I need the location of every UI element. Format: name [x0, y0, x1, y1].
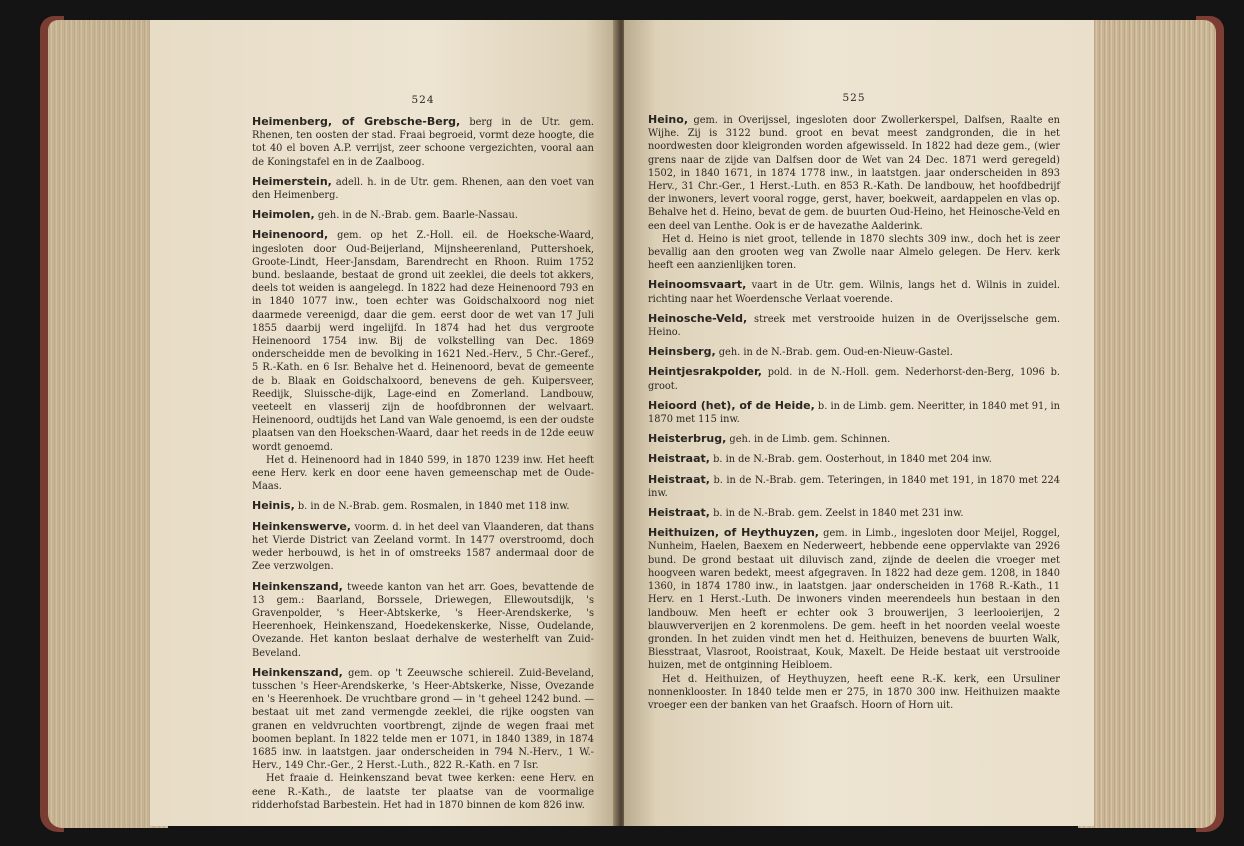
dictionary-entry [648, 526, 1060, 672]
entry-text: gem. in Overijssel, ingesloten door Zwollerkerspel, Dalfsen, Raalte en Wijhe. Zij is 3122 bund. groot en bevat meest zandgronden, die in het noordwesten door kleigronden worden afgewisseld. In 1822 had deze gem., (wier grens naar de zijde van Dalfsen door de Wet van 24 Dec. 1871 werd geregeld) 1502, in 1840 1671, in 1874 1778 inw., in laatstgen. jaar onderscheiden in 893 Herv., 31 Chr.-Ger., 1 Herst.-Luth. en 853 R.-Kath. De landbouw, het hoofdbedrijf der inwoners, levert vooral rogge, gerst, haver, boekweit, aardappelen en vlas op. Behalve het d. Heino, bevat de gem. de buurten Oud-Heino, het Heinosche-Veld en een deel van Lenthe. Ook is er de havezathe Aalderink. [648, 115, 1060, 232]
dictionary-entry [648, 345, 1060, 359]
entry-text: b. in de N.-Brab. gem. Zeelst in 1840 met 231 inw. [709, 508, 964, 520]
entry-list [252, 115, 594, 812]
entry-text: tweede kanton van het arr. Goes, bevattende de 13 gem.: Baarland, Borssele, Driewegen, Ellewoutsdijk, 's Gravenpolder, 's Heer-Abtskerke, 's Heer-Arendskerke, 's Heerenhoek, Heinkenszand, Hoedekenskerke, Nisse, Oudelande, Ovezande. Het kanton beslaat derhalve de westerhelft van Zuid-Beveland. [252, 581, 594, 659]
entry-text: b. in de Limb. gem. Neeritter, in 1840 met 91, in 1870 met 115 inw. [648, 400, 1060, 426]
entry-text: geh. in de Limb. gem. Schinnen. [726, 434, 891, 446]
dictionary-entry [648, 452, 1060, 466]
page-number: 525 [842, 92, 866, 104]
dictionary-entry [252, 580, 594, 660]
entry-headword: Heisterbrug, [648, 432, 727, 446]
entry-paragraph [252, 454, 594, 494]
dictionary-entry [648, 113, 1060, 233]
dictionary-entry [252, 115, 594, 169]
dictionary-entry [252, 175, 594, 202]
entry-headword: Heimenberg, of Grebsche-Berg, [252, 115, 461, 128]
entry-headword: Heimolen, [252, 208, 315, 222]
entry-headword: Heimerstein, [252, 174, 332, 188]
dictionary-entry [252, 499, 594, 513]
entry-text: vaart in de Utr. gem. Wilnis, langs het d. Wilnis in zuidel. richting naar het Woerdensche Verlaat voerende. [648, 280, 1060, 305]
dictionary-entry [648, 278, 1060, 305]
dictionary-entry [252, 520, 594, 574]
entry-headword: Heino, [648, 113, 689, 126]
entry-text: gem. op 't Zeeuwsche schiereil. Zuid-Beveland, tusschen 's Heer-Arendskerke, 's Heer-Abtskerke, Nisse, Ovezande en 's Heerenhoek. De vruchtbare grond — in 't geheel 1242 bund. — bestaat uit met zand vermengde zeeklei, die rijke oogsten van granen en veldvruchten voortbrengt, zijnde de wegen fraai met boomen beplant. In 1822 telde men er 1071, in 1840 1389, in 1874 1685 inw. in laatstgen. jaar onderscheiden in 794 N.-Herv., 1 W.-Herv., 149 Chr.-Ger., 2 Herst.-Luth., 822 R.-Kath. en 7 Isr. [252, 667, 594, 772]
page-edges-right [1078, 20, 1216, 828]
entry-headword: Heistraat, [648, 452, 710, 466]
entry-paragraph [648, 673, 1060, 713]
entry-text: berg in de Utr. gem. Rhenen, ten oosten der stad. Fraai begroeid, vormt deze hoogte, die tot 40 el boven A.P. verrijst, zeer schoone vergezichten, vooral aan de Koningstafel en in de Zaalboog. [252, 117, 594, 168]
page-number: 524 [411, 94, 435, 106]
entry-headword: Heinoomsvaart, [648, 278, 747, 292]
entry-text: voorm. d. in het deel van Vlaanderen, dat thans het Vierde District van Zeeland vormt. In 1477 overstroomd, doch weder herbouwd, is het in of omstreeks 1587 andermaal door de Zee verzwolgen. [252, 521, 594, 573]
dictionary-entry [648, 399, 1060, 426]
entry-text: streek met verstrooide huizen in de Overijsselsche gem. Heino. [648, 313, 1060, 339]
entry-headword: Heintjesrakpolder, [648, 365, 762, 379]
entry-text: gem. in Limb., ingesloten door Meijel, Roggel, Nunheim, Haelen, Baexem en Nederweert, hebbende eene oppervlakte van 2926 bund. De grond bestaat uit diluvisch zand, zijnde de deelen die vroeger met hoogveen waren bedekt, meest afgegraven. In 1822 had deze gem. 1208, in 1840 1360, in 1874 1780 inw., in laatstgen. jaar onderscheiden in 1768 R.-Kath., 11 Herv. en 1 Herst.-Luth. De inwoners vinden meerendeels hun bestaan in den landbouw. Men heeft er echter ook 3 brouwerijen, 3 leerlooierijen, 2 blauwververijen en 2 korenmolens. De gem. heeft in het noorden veelal woeste gronden. In het zuiden vindt men het d. Heithuizen, benevens de buurten Walk, Biesstraat, Vlasroot, Rooistraat, Kouk, Maxelt. De Heide bestaat uit verstrooide huizen, met de ontginning Heibloem. [648, 528, 1060, 672]
entry-text: adell. h. in de Utr. gem. Rhenen, aan den voet van den Heimenberg. [252, 176, 594, 202]
dictionary-entry [648, 473, 1060, 500]
entry-text: Het d. Heithuizen, of Heythuyzen, heeft eene R.-K. kerk, een Ursuliner nonnenklooster. In 1840 telde men er 275, in 1870 300 inw. Heithuizen maakte vroeger een der banken van het Graafsch. Hoorn of Horn uit. [648, 673, 1060, 711]
left-page [150, 20, 618, 826]
entry-headword: Heinis, [252, 499, 295, 513]
entry-headword: Heinkenszand, [252, 579, 343, 593]
right-page [624, 20, 1094, 826]
entry-list [648, 113, 1060, 712]
dictionary-entry [252, 208, 594, 222]
entry-text: geh. in de N.-Brab. gem. Oud-en-Nieuw-Gastel. [715, 347, 953, 359]
entry-text: Het d. Heino is niet groot, tellende in 1870 slechts 309 inw., doch het is zeer bevallig aan den grooten weg van Zwolle naar Almelo gelegen. De Herv. kerk heeft een aanzienlijken toren. [648, 233, 1060, 272]
entry-headword: Heioord (het), of de Heide, [648, 398, 815, 412]
entry-text: b. in de N.-Brab. gem. Oosterhout, in 1840 met 204 inw. [709, 454, 992, 466]
dictionary-entry [648, 312, 1060, 339]
entry-headword: Heistraat, [648, 472, 710, 486]
entry-headword: Heinsberg, [648, 345, 716, 359]
entry-text: pold. in de N.-Holl. gem. Nederhorst-den-Berg, 1096 b. groot. [648, 367, 1060, 392]
dictionary-entry [252, 228, 594, 453]
entry-paragraph [648, 233, 1060, 273]
entry-text: Het d. Heinenoord had in 1840 599, in 1870 1239 inw. Het heeft eene Herv. kerk en door eene haven gemeenschap met de Oude-Maas. [252, 454, 594, 493]
entry-headword: Heistraat, [648, 506, 710, 520]
entry-headword: Heithuizen, of Heythuyzen, [648, 526, 819, 540]
dictionary-entry [648, 506, 1060, 520]
entry-headword: Heinkenswerve, [252, 519, 351, 533]
entry-text: geh. in de N.-Brab. gem. Baarle-Nassau. [314, 210, 518, 222]
dictionary-entry [252, 666, 594, 773]
entry-headword: Heinenoord, [252, 228, 329, 242]
dictionary-entry [648, 432, 1060, 446]
entry-text: Het fraaie d. Heinkenszand bevat twee kerken: eene Herv. en eene R.-Kath., de laatste ter plaatse van de voormalige ridderhofstad Barbestein. Het had in 1870 binnen de kom 826 inw. [252, 773, 594, 811]
dictionary-entry [648, 365, 1060, 392]
entry-paragraph [252, 772, 594, 812]
entry-text: b. in de N.-Brab. gem. Teteringen, in 1840 met 191, in 1870 met 224 inw. [648, 474, 1060, 499]
entry-text: b. in de N.-Brab. gem. Rosmalen, in 1840 met 118 inw. [294, 501, 570, 513]
entry-headword: Heinkenszand, [252, 665, 343, 679]
entry-headword: Heinosche-Veld, [648, 311, 748, 325]
entry-text: gem. op het Z.-Holl. eil. de Hoeksche-Waard, ingesloten door Oud-Beijerland, Mijnsheerenland, Puttershoek, Groote-Lindt, Heer-Jansdam, Barendrecht en Rhoon. Ruim 1752 bund. beslaande, bestaat de grond uit zeeklei, die deels tot akkers, deels tot weiden is aangelegd. In 1822 had deze Heinenoord 793 en in 1840 1077 inw., toen echter was Goidschalxoord nog niet daarmede vereenigd, daar die gem. eerst door de wet van 17 Juli 1855 daarbij werd ingelijfd. In 1874 had het dus vergroote Heinenoord 1754 inw. Bij de volkstelling van Dec. 1869 onderscheidde men de bevolking in 1621 Ned.-Herv., 5 Chr.-Geref., 5 R.-Kath. en 6 Isr. Behalve het d. Heinenoord, bevat de gemeente de b. Blaak en Goidschalxoord, benevens de geh. Kuipersveer, Reedijk, Sluissche-dijk, Lage-eind en Zomerland. Landbouw, veeteelt en vlasserij zijn de hoofdbronnen der welvaart. Heinenoord, oudtijds het Land van Wale genoemd, is een der oudste plaatsen van den Hoekschen-Waard, daar het reeds in de 12de eeuw wordt genoemd. [252, 230, 594, 453]
